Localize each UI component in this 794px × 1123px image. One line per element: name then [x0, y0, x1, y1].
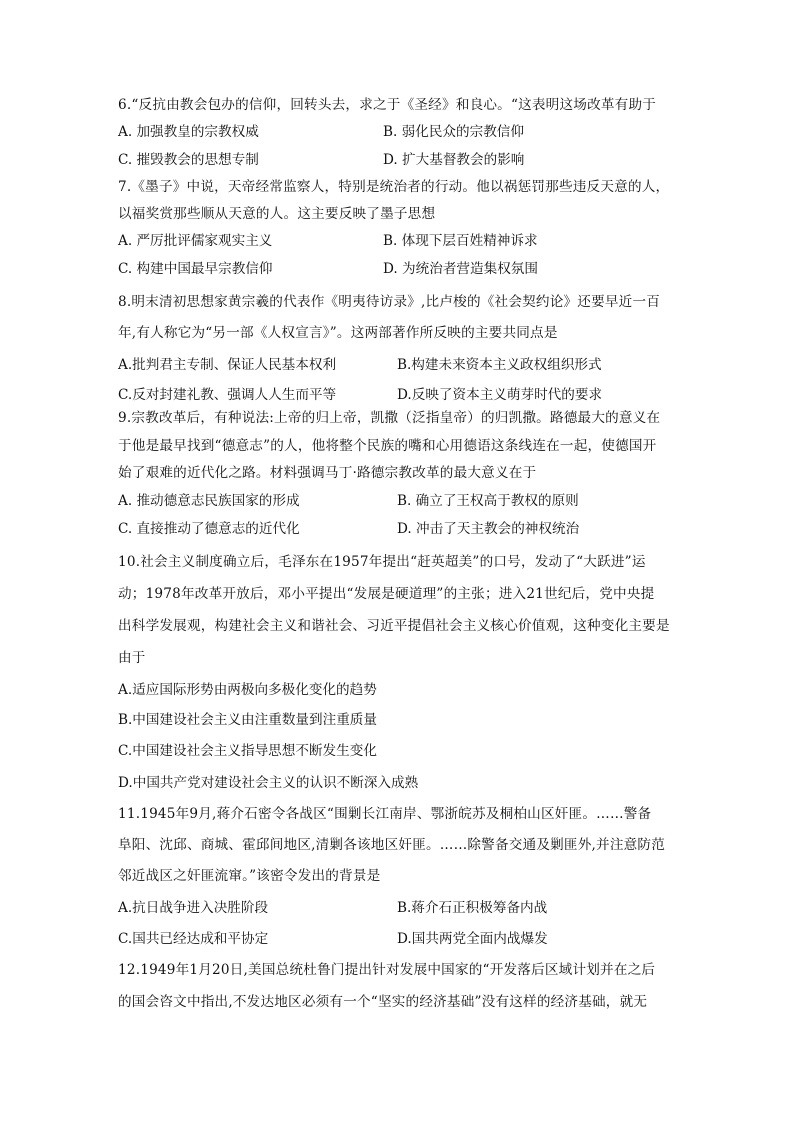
question-11-stem-line-2: 阜阳、沈邱、商城、霍邱间地区,清剿各该地区奸匪。……除警备交通及剿匪外,并注意防范 — [118, 837, 665, 853]
question-10-option-b: B.中国建设社会主义由注重数量到注重质量 — [118, 712, 377, 728]
question-7-stem-line-2: 以福奖赏那些顺从天意的人。这主要反映了墨子思想 — [118, 206, 436, 222]
question-10-option-c: C.中国建设社会主义指导思想不断发生变化 — [118, 743, 377, 759]
question-7-option-b: B. 体现下层百姓精神诉求 — [383, 233, 538, 249]
question-8-option-a: A.批判君主专制、保证人民基本权利 — [118, 357, 337, 373]
question-7-stem-line-1: 7.《墨子》中说，天帝经常监察人，特别是统治者的行动。他以祸惩罚那些违反天意的人， — [118, 179, 670, 195]
question-6-stem: 6.“反抗由教会包办的信仰，回转头去，求之于《圣经》和良心。“这表明这场改革有助于 — [118, 97, 657, 113]
question-11-stem-line-1: 11.1945年9月,蒋介石密令各战区“围剿长江南岸、鄂浙皖苏及桐柏山区奸匪。……警备 — [118, 806, 652, 822]
question-8-option-c: C.反对封建礼教、强调人人生而平等 — [118, 387, 337, 403]
question-9-stem-line-2: 于他是最早找到“德意志”的人，他将整个民族的嘴和心用德语这条线连在一起，使德国开 — [118, 438, 657, 454]
question-10-stem-line-1: 10.社会主义制度确立后，毛泽东在1957年提出“赶英超美”的口号，发动了“大跃进”运 — [118, 554, 646, 570]
question-9-option-c: C. 直接推动了德意志的近代化 — [118, 521, 300, 537]
question-9-option-d: D. 冲击了天主教会的神权统治 — [397, 521, 580, 537]
question-11-option-b: B.蒋介石正积极筹备内战 — [397, 900, 548, 916]
question-10-option-a: A.适应国际形势由两极向多极化变化的趋势 — [118, 682, 377, 698]
question-8-stem-line-1: 8.明末清初思想家黄宗羲的代表作《明夷待访录》,比卢梭的《社会契约论》还要早近一百 — [118, 294, 661, 310]
question-10-option-d: D.中国共产党对建设社会主义的认识不断深入成熟 — [118, 775, 419, 791]
question-10-stem-line-2: 动；1978年改革开放后，邓小平提出“发展是硬道理”的主张；进入21世纪后，党中央提 — [118, 586, 655, 602]
question-7-option-c: C. 构建中国最早宗教信仰 — [118, 261, 273, 277]
question-12-stem-line-1: 12.1949年1月20日,美国总统杜鲁门提出针对发展中国家的“开发落后区域计划并在之后 — [118, 962, 656, 978]
question-9-option-a: A. 推动德意志民族国家的形成 — [118, 493, 300, 509]
question-6-option-d: D. 扩大基督教会的影响 — [383, 152, 525, 168]
question-11-option-a: A.抗日战争进入决胜阶段 — [118, 900, 269, 916]
question-11-option-d: D.国共两党全面内战爆发 — [397, 931, 548, 947]
question-6-option-a: A. 加强教皇的宗教权威 — [118, 124, 259, 140]
question-10-stem-line-3: 出科学发展观，构建社会主义和谐社会、习近平提倡社会主义核心价值观，这种变化主要是 — [118, 618, 670, 634]
question-12-stem-line-2: 的国会咨文中指出,不发达地区必须有一个“坚实的经济基础”没有这样的经济基础，就无 — [118, 994, 648, 1010]
question-11-stem-line-3: 邻近战区之奸匪流窜。”该密令发出的背景是 — [118, 868, 381, 884]
question-11-option-c: C.国共已经达成和平协定 — [118, 931, 269, 947]
question-10-stem-line-4: 由于 — [118, 650, 146, 666]
question-7-option-d: D. 为统治者营造集权氛围 — [383, 261, 538, 277]
question-9-option-b: B. 确立了王权高于教权的原则 — [397, 493, 579, 509]
question-8-option-d: D.反映了资本主义萌芽时代的要求 — [397, 387, 603, 403]
question-7-option-a: A. 严厉批评儒家观实主义 — [118, 233, 273, 249]
question-9-stem-line-3: 始了艰难的近代化之路。材料强调马丁·路德宗教改革的最大意义在于 — [118, 465, 537, 481]
question-8-stem-line-2: 年,有人称它为“另一部《人权宣言》”。这两部著作所反映的主要共同点是 — [118, 325, 558, 341]
question-8-option-b: B.构建未来资本主义政权组织形式 — [397, 357, 602, 373]
question-6-option-c: C. 摧毁教会的思想专制 — [118, 152, 259, 168]
question-9-stem-line-1: 9.宗教改革后，有种说法:上帝的归上帝，凯撒（泛指皇帝）的归凯撒。路德最大的意义在 — [118, 410, 661, 426]
question-6-option-b: B. 弱化民众的宗教信仰 — [383, 124, 524, 140]
